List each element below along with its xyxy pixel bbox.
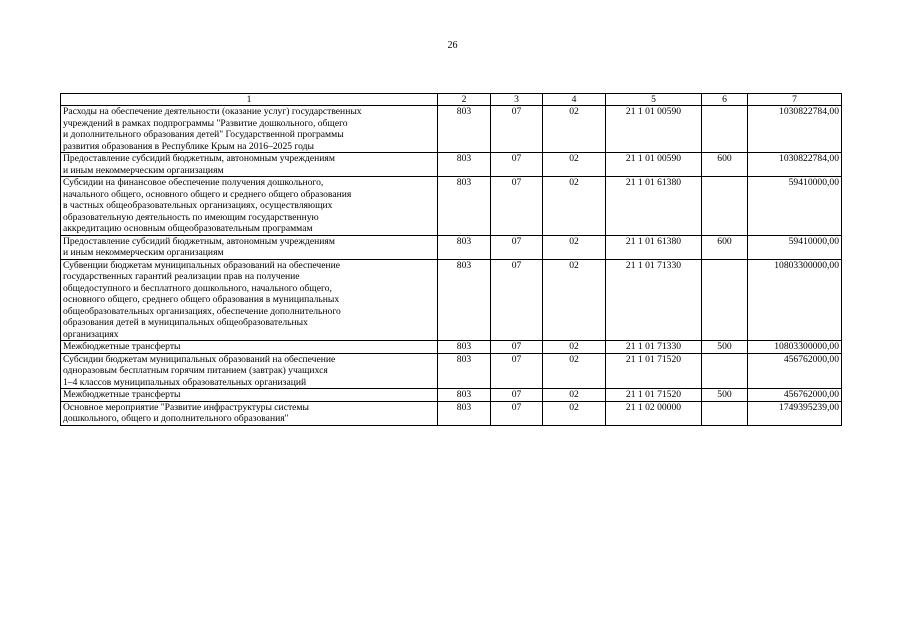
row-subsection-code: 02 [543,177,606,236]
row-description: Субсидии на финансовое обеспечение получения дошкольного, начального общего, основного общего и среднего общего образования в частных общеобразовательных организациях, осуществляющих образовательную деятельность по имеющим государственную аккредитацию основным общеобразовательным программам [61,177,438,236]
row-subsection-code: 02 [543,153,606,177]
row-description: Предоставление субсидий бюджетным, автономным учреждениям и иным некоммерческим организациям [61,153,438,177]
row-description: Межбюджетные трансферты [61,389,438,402]
row-amount: 10803300000,00 [748,341,842,354]
header-row [61,94,842,106]
table-row [61,106,842,153]
row-description: Предоставление субсидий бюджетным, автономным учреждениям и иным некоммерческим организациям [61,235,438,259]
row-expense-type: 500 [702,341,748,354]
row-amount: 1030822784,00 [748,106,842,153]
row-section-code: 07 [491,177,543,236]
table-row [61,259,842,341]
row-section-code: 07 [491,401,543,425]
row-description: Субвенции бюджетам муниципальных образований на обеспечение государственных гарантий реализации прав на получение общедоступного и бесплатного дошкольного, начального общего, основного общего, среднего общего образования в муниципальных общеобразовательных организациях, обеспечение дополнительного образования детей в муниципальных общеобразовательных организациях [61,259,438,341]
row-expense-type: 600 [702,235,748,259]
row-target-article: 21 1 01 00590 [606,106,702,153]
header-col-7: 7 [748,94,842,106]
row-subsection-code: 02 [543,235,606,259]
row-expense-type: 600 [702,153,748,177]
row-description: Основное мероприятие "Развитие инфраструктуры системы дошкольного, общего и дополнительного образования" [61,401,438,425]
row-section-code: 07 [491,389,543,402]
row-ministry-code: 803 [438,177,491,236]
row-ministry-code: 803 [438,153,491,177]
row-section-code: 07 [491,153,543,177]
table-row [61,235,842,259]
row-amount: 456762000,00 [748,353,842,389]
row-expense-type [702,353,748,389]
row-subsection-code: 02 [543,259,606,341]
row-subsection-code: 02 [543,106,606,153]
row-section-code: 07 [491,353,543,389]
row-amount: 456762000,00 [748,389,842,402]
row-ministry-code: 803 [438,341,491,354]
row-expense-type [702,106,748,153]
row-ministry-code: 803 [438,106,491,153]
row-description: Межбюджетные трансферты [61,341,438,354]
row-amount: 59410000,00 [748,235,842,259]
row-section-code: 07 [491,259,543,341]
row-target-article: 21 1 01 71520 [606,353,702,389]
header-col-3: 3 [491,94,543,106]
row-ministry-code: 803 [438,389,491,402]
header-col-1: 1 [61,94,438,106]
table-row [61,353,842,389]
row-target-article: 21 1 02 00000 [606,401,702,425]
row-expense-type [702,401,748,425]
row-amount: 59410000,00 [748,177,842,236]
row-expense-type: 500 [702,389,748,402]
row-expense-type [702,177,748,236]
row-subsection-code: 02 [543,389,606,402]
row-description: Расходы на обеспечение деятельности (оказание услуг) государственных учреждений в рамках подпрограммы "Развитие дошкольного, общего и дополнительного образования детей" Государственной программы развития образования в Республике Крым на 2016–2025 годы [61,106,438,153]
row-subsection-code: 02 [543,401,606,425]
budget-table [60,93,842,426]
page-number: 26 [447,40,458,51]
row-ministry-code: 803 [438,259,491,341]
row-description: Субсидии бюджетам муниципальных образований на обеспечение одноразовым бесплатным горячим питанием (завтрак) учащихся 1–4 классов муниципальных образовательных организаций [61,353,438,389]
row-target-article: 21 1 01 71330 [606,259,702,341]
row-ministry-code: 803 [438,401,491,425]
row-section-code: 07 [491,235,543,259]
row-amount: 1030822784,00 [748,153,842,177]
header-col-5: 5 [606,94,702,106]
header-col-2: 2 [438,94,491,106]
row-target-article: 21 1 01 00590 [606,153,702,177]
table-row [61,177,842,236]
row-section-code: 07 [491,106,543,153]
row-target-article: 21 1 01 61380 [606,177,702,236]
row-amount: 1749395239,00 [748,401,842,425]
table-row [61,389,842,402]
row-ministry-code: 803 [438,353,491,389]
row-ministry-code: 803 [438,235,491,259]
header-col-6: 6 [702,94,748,106]
row-subsection-code: 02 [543,353,606,389]
table-row [61,341,842,354]
row-expense-type [702,259,748,341]
row-amount: 10803300000,00 [748,259,842,341]
row-target-article: 21 1 01 71330 [606,341,702,354]
row-subsection-code: 02 [543,341,606,354]
header-col-4: 4 [543,94,606,106]
table-row [61,401,842,425]
row-target-article: 21 1 01 71520 [606,389,702,402]
table-row [61,153,842,177]
row-section-code: 07 [491,341,543,354]
row-target-article: 21 1 01 61380 [606,235,702,259]
